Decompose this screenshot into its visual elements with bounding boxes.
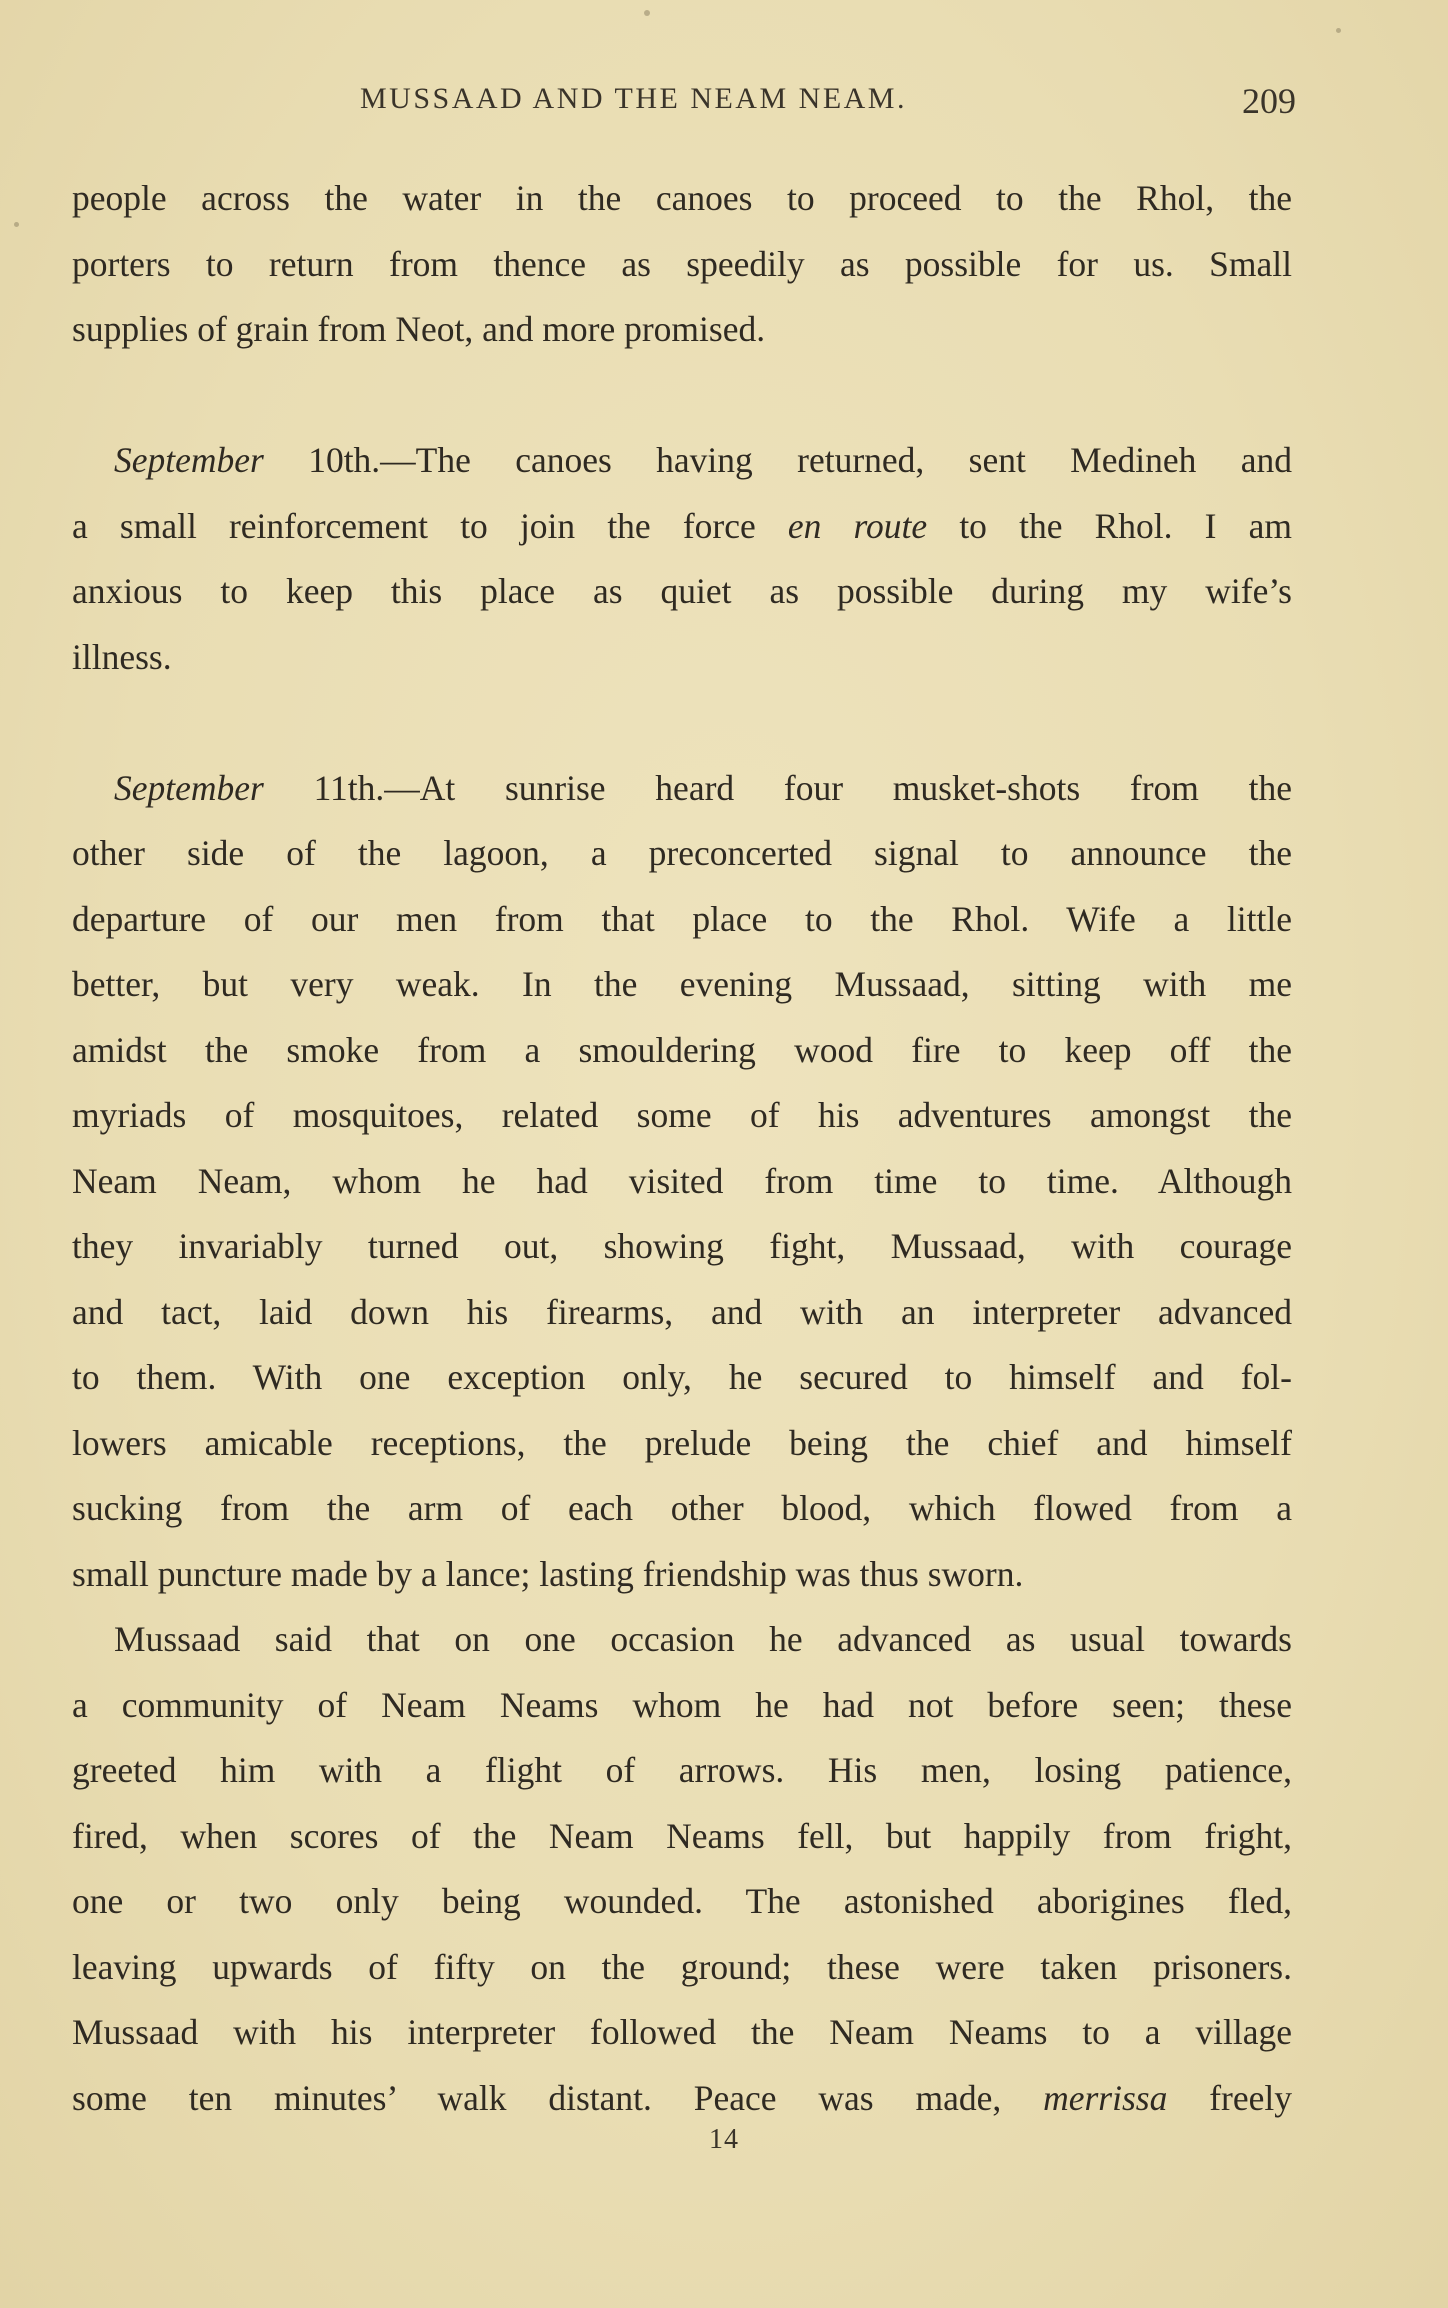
paper-speck bbox=[644, 10, 650, 16]
paper-speck bbox=[14, 222, 19, 227]
text-line: Neam Neam, whom he had visited from time to time. Although bbox=[72, 1160, 1292, 1201]
text-line: lowers amicable receptions, the prelude being the chief and himself bbox=[72, 1422, 1292, 1463]
paragraph-gap bbox=[72, 690, 1292, 756]
running-title: MUSSAAD AND THE NEAM NEAM. bbox=[360, 82, 907, 115]
text-line: one or two only being wounded. The astonished aborigines fled, bbox=[72, 1881, 1292, 1921]
page-number: 209 bbox=[1242, 81, 1296, 121]
running-head bbox=[0, 82, 1448, 130]
text-line: they invariably turned out, showing fight, Mussaad, with courage bbox=[72, 1226, 1292, 1266]
text-line: other side of the lagoon, a preconcerted signal to announce the bbox=[72, 833, 1292, 873]
paragraph-gap bbox=[72, 363, 1292, 429]
signature-mark: 14 bbox=[709, 2124, 739, 2155]
text-line: some ten minutes’ walk distant. Peace was made, merrissa freely bbox=[72, 2077, 1292, 2118]
text-line: porters to return from thence as speedily as possible for us. Small bbox=[72, 243, 1292, 284]
text-line-sept-10-entry: September 10th.—The canoes having returned, sent Medineh and bbox=[114, 440, 1292, 480]
text-line: sucking from the arm of each other blood, which flowed from a bbox=[72, 1488, 1292, 1528]
text-line: people across the water in the canoes to proceed to the Rhol, the bbox=[72, 178, 1292, 218]
text-line: departure of our men from that place to the Rhol. Wife a little bbox=[72, 898, 1292, 939]
text-line: leaving upwards of fifty on the ground; these were taken prisoners. bbox=[72, 1946, 1292, 1987]
text-line: fired, when scores of the Neam Neams fell, but happily from fright, bbox=[72, 1815, 1292, 1856]
body-text bbox=[72, 166, 1292, 2131]
text-line: and tact, laid down his firearms, and with an interpreter advanced bbox=[72, 1291, 1292, 1332]
text-line: anxious to keep this place as quiet as possible during my wife’s bbox=[72, 571, 1292, 611]
text-line: to them. With one exception only, he secured to himself and fol- bbox=[72, 1357, 1292, 1397]
text-line: better, but very weak. In the evening Mussaad, sitting with me bbox=[72, 964, 1292, 1004]
text-line-sept-11-entry: September 11th.—At sunrise heard four musket-shots from the bbox=[114, 767, 1292, 808]
text-line: amidst the smoke from a smouldering wood fire to keep off the bbox=[72, 1029, 1292, 1070]
text-line: greeted him with a flight of arrows. His men, losing patience, bbox=[72, 1750, 1292, 1790]
text-line: small puncture made by a lance; lasting friendship was thus sworn. bbox=[72, 1553, 1024, 1594]
text-line: a community of Neam Neams whom he had not before seen; these bbox=[72, 1684, 1292, 1725]
text-line: supplies of grain from Neot, and more promised. bbox=[72, 309, 766, 349]
text-line: a small reinforcement to join the force en route to the Rhol. I am bbox=[72, 505, 1292, 546]
text-line: myriads of mosquitoes, related some of his adventures amongst the bbox=[72, 1095, 1292, 1135]
paper-speck bbox=[1336, 28, 1341, 33]
text-line: Mussaad with his interpreter followed the Neam Neams to a village bbox=[72, 2012, 1292, 2052]
text-line: illness. bbox=[72, 636, 172, 677]
text-line: Mussaad said that on one occasion he advanced as usual towards bbox=[114, 1619, 1292, 1659]
